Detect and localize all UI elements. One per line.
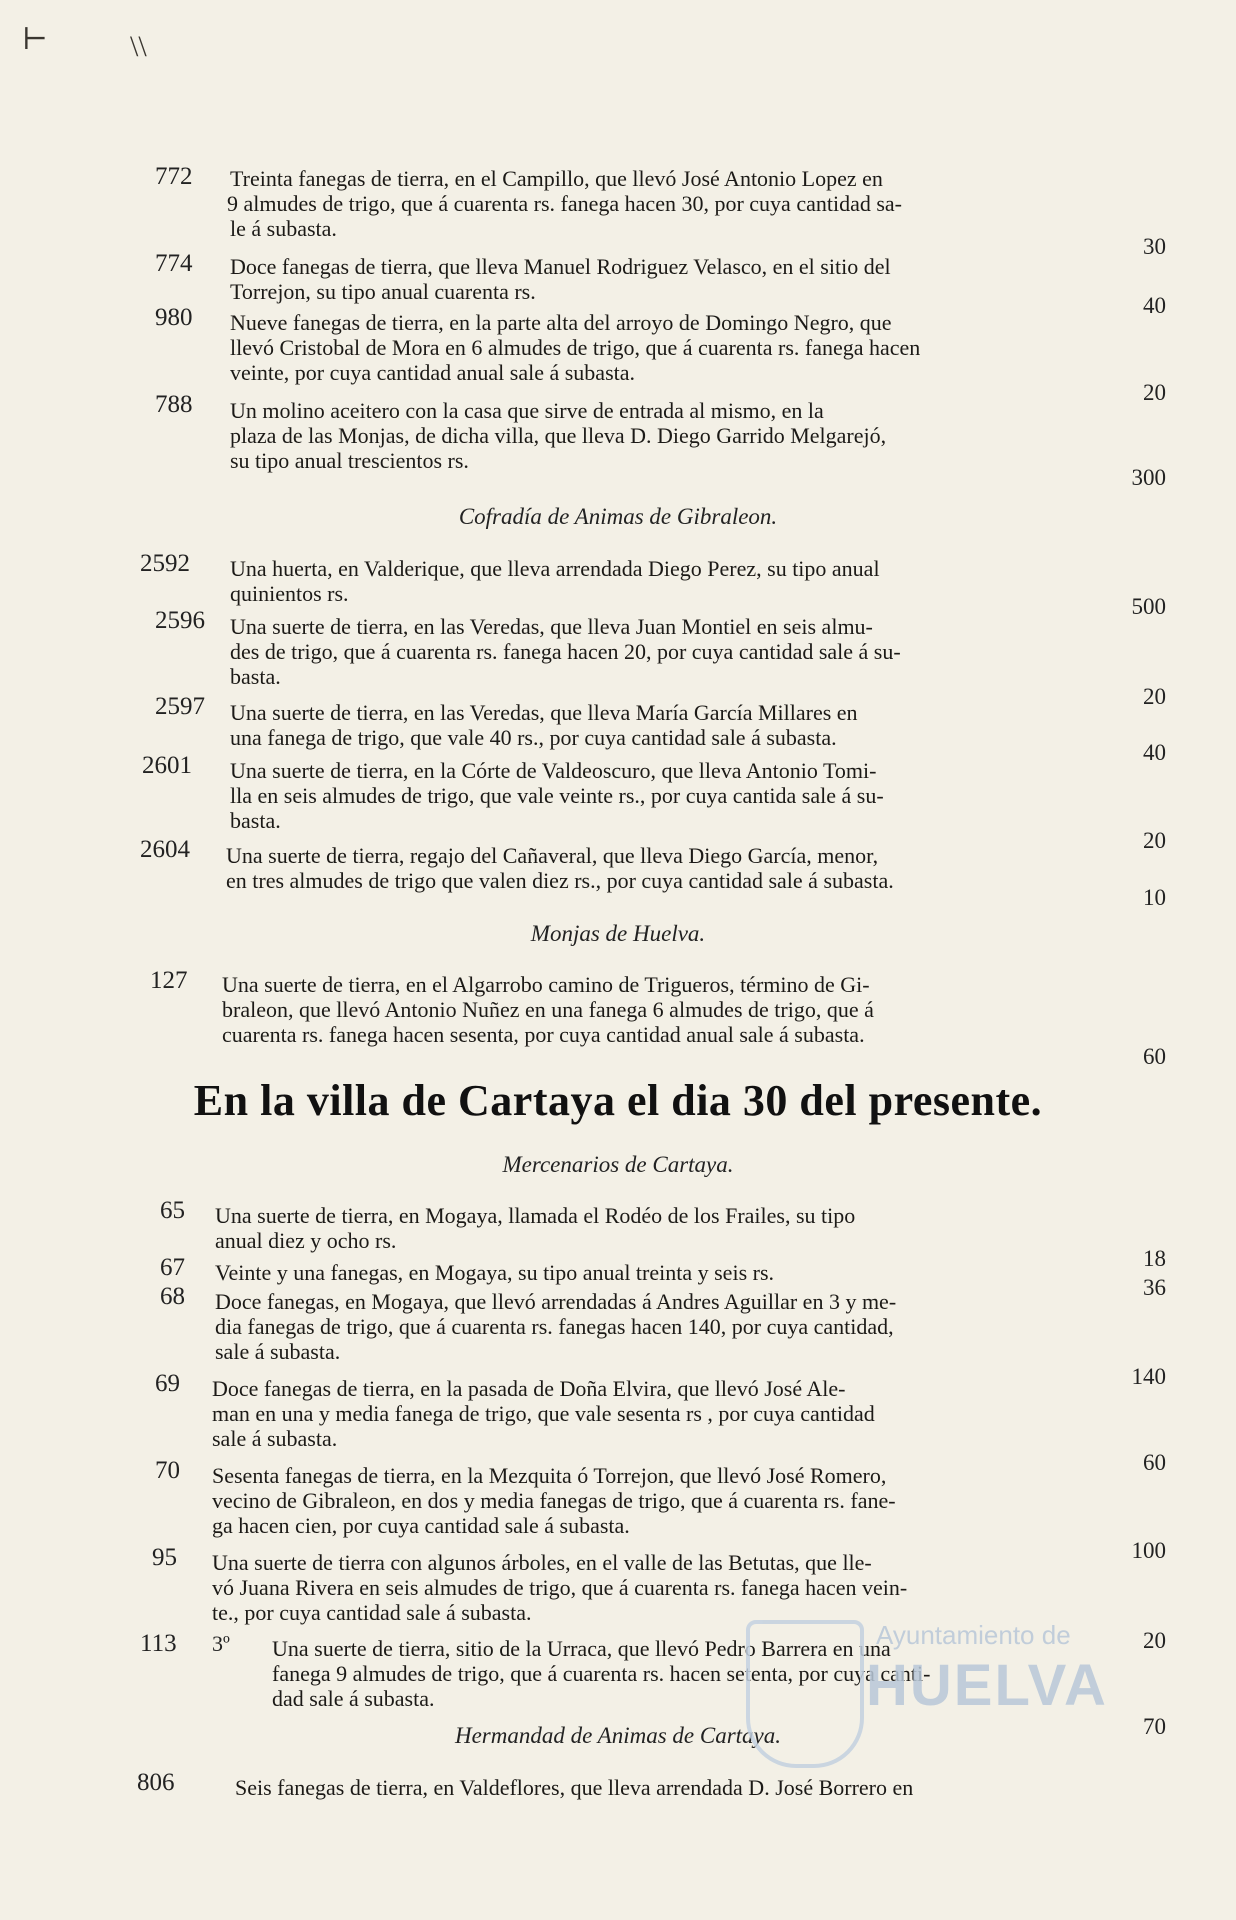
entry-line: quinientos rs. — [230, 581, 349, 606]
entry-line: Una huerta, en Valderique, que lleva arrendada Diego Perez, su tipo anual — [230, 556, 880, 581]
entry-text — [230, 254, 1080, 304]
entry-line: Torrejon, su tipo anual cuarenta rs. — [230, 279, 536, 304]
entry-line: Una suerte de tierra, en las Veredas, que lleva María García Millares en — [230, 700, 858, 725]
entry-line: dia fanegas de trigo, que á cuarenta rs. fanegas hacen 140, por cuya cantidad, — [215, 1314, 894, 1339]
entry-text — [215, 1203, 1080, 1253]
entry-amount: 30 — [1143, 234, 1166, 259]
entry-line: fanega 9 almudes de trigo, que á cuarenta rs. hacen setenta, por cuya canti- — [272, 1661, 931, 1686]
entry-line: 9 almudes de trigo, que á cuarenta rs. fanega hacen 30, por cuya cantidad sa- — [227, 191, 902, 216]
entry-text — [215, 1260, 1080, 1285]
entry-line: Una suerte de tierra, sitio de la Urraca, que llevó Pedro Barrera en una — [272, 1636, 891, 1661]
entry-amount: 20 — [1143, 380, 1166, 405]
entry-amount: 500 — [1131, 594, 1166, 619]
entry-line: te., por cuya cantidad sale á subasta. — [212, 1600, 532, 1625]
entry-number: 806 — [137, 1769, 175, 1796]
entry-number: 2597 — [155, 693, 205, 720]
entry-line: Una suerte de tierra, en Mogaya, llamada el Rodéo de los Frailes, su tipo — [215, 1203, 856, 1228]
entry-text — [230, 310, 1080, 385]
entry-line: lla en seis almudes de trigo, que vale veinte rs., por cuya cantida sale á su- — [230, 783, 884, 808]
entry-line: anual diez y ocho rs. — [215, 1228, 397, 1253]
entry-amount: 20 — [1143, 1628, 1166, 1653]
entry-line: cuarenta rs. fanega hacen sesenta, por cuya cantidad anual sale á subasta. — [222, 1022, 865, 1047]
entry-amount: 36 — [1143, 1275, 1166, 1300]
entry-line: Sesenta fanegas de tierra, en la Mezquita ó Torrejon, que llevó José Romero, — [212, 1463, 887, 1488]
entry-amount: 60 — [1143, 1044, 1166, 1069]
entry-text — [226, 843, 1080, 893]
entry-number: 67 — [160, 1254, 185, 1281]
entry-amount: 20 — [1143, 828, 1166, 853]
entry-line: sale á subasta. — [215, 1339, 341, 1364]
entry-number: 68 — [160, 1283, 185, 1310]
entry-text — [212, 1376, 1080, 1451]
section-title-cofradia-gibraleon: Cofradía de Animas de Gibraleon. — [458, 504, 778, 529]
entry-line: basta. — [230, 664, 281, 689]
entry-line: le á subasta. — [230, 216, 337, 241]
coat-of-arms-icon — [746, 1620, 864, 1768]
entry-text — [230, 758, 1080, 833]
entry-line: plaza de las Monjas, de dicha villa, que lleva D. Diego Garrido Melgarejó, — [230, 423, 887, 448]
entry-text — [230, 556, 1080, 606]
entry-number: 2604 — [140, 836, 190, 863]
entry-line: Veinte y una fanegas, en Mogaya, su tipo anual treinta y seis rs. — [215, 1260, 775, 1285]
headline-cartaya: En la villa de Cartaya el dia 30 del presente. — [193, 1076, 1043, 1125]
entry-line: Nueve fanegas de tierra, en la parte alta del arroyo de Domingo Negro, que — [230, 310, 892, 335]
entry-line: vó Juana Rivera en seis almudes de trigo, que á cuarenta rs. fanega hacen vein- — [212, 1575, 908, 1600]
entry-amount: 18 — [1143, 1246, 1166, 1271]
watermark-line2: HUELVA — [866, 1653, 1108, 1718]
watermark-line1: Ayuntamiento de — [876, 1620, 1071, 1650]
entry-line: Una suerte de tierra, en el Algarrobo camino de Trigueros, término de Gi- — [222, 972, 870, 997]
entry-amount: 140 — [1131, 1364, 1166, 1389]
entry-line: vecino de Gibraleon, en dos y media fanegas de trigo, que á cuarenta rs. fane- — [212, 1488, 896, 1513]
entry-line: Una suerte de tierra, en las Veredas, que lleva Juan Montiel en seis almu- — [230, 614, 873, 639]
entry-line: Doce fanegas de tierra, en la pasada de Doña Elvira, que llevó José Ale- — [212, 1376, 846, 1401]
entry-number: 2592 — [140, 550, 190, 577]
entry-amount: 10 — [1143, 885, 1166, 910]
entry-number: 980 — [155, 304, 193, 331]
entry-number: 772 — [155, 163, 193, 190]
corner-mark-right: \\ — [130, 30, 147, 63]
entry-amount: 40 — [1143, 293, 1166, 318]
entry-amount: 100 — [1131, 1538, 1166, 1563]
entry-line: Una suerte de tierra, regajo del Cañaveral, que lleva Diego García, menor, — [226, 843, 879, 868]
entry-number: 65 — [160, 1197, 185, 1224]
section-title-monjas-huelva: Monjas de Huelva. — [530, 921, 706, 946]
entry-text — [230, 398, 1080, 473]
entry-amount: 60 — [1143, 1450, 1166, 1475]
entry-number: 113 — [140, 1630, 177, 1657]
entry-number: 70 — [155, 1457, 180, 1484]
entry-amount: 70 — [1143, 1714, 1166, 1739]
entry-line: Seis fanegas de tierra, en Valdeflores, que lleva arrendada D. José Borrero en — [235, 1775, 914, 1800]
entry-line: des de trigo, que á cuarenta rs. fanega hacen 20, por cuya cantidad sale á su- — [230, 639, 901, 664]
entry-number: 774 — [155, 250, 193, 277]
entry-line: Una suerte de tierra, en la Córte de Valdeoscuro, que lleva Antonio Tomi- — [230, 758, 877, 783]
entry-line: veinte, por cuya cantidad anual sale á subasta. — [230, 360, 636, 385]
entry-line: ga hacen cien, por cuya cantidad sale á subasta. — [212, 1513, 630, 1538]
entry-text — [215, 1289, 1080, 1364]
entry-line: dad sale á subasta. — [272, 1686, 435, 1711]
entry-text — [222, 972, 1080, 1047]
entry-line: Una suerte de tierra con algunos árboles, en el valle de las Betutas, que lle- — [212, 1550, 872, 1575]
entry-number: 2601 — [142, 752, 192, 779]
entry-number: 127 — [150, 967, 188, 994]
entry-amount: 20 — [1143, 684, 1166, 709]
entry-number: 2596 — [155, 607, 205, 634]
entry-text — [230, 614, 1080, 689]
entry-amount: 300 — [1131, 465, 1166, 490]
entry-text — [230, 700, 1080, 750]
section-title-mercenarios-cartaya: Mercenarios de Cartaya. — [502, 1152, 734, 1177]
entry-amount: 40 — [1143, 740, 1166, 765]
entry-line: man en una y media fanega de trigo, que vale sesenta rs , por cuya cantidad — [212, 1401, 875, 1426]
entry-line: Un molino aceitero con la casa que sirve de entrada al mismo, en la — [230, 398, 824, 423]
entry-text — [227, 166, 1080, 241]
entry-line: Treinta fanegas de tierra, en el Campillo, que llevó José Antonio Lopez en — [230, 166, 883, 191]
section-title-hermandad-cartaya: Hermandad de Animas de Cartaya. — [454, 1723, 782, 1748]
entry-line: braleon, que llevó Antonio Nuñez en una fanega 6 almudes de trigo, que á — [222, 997, 874, 1022]
entry-line: basta. — [230, 808, 281, 833]
corner-mark-left: ⊢ — [22, 23, 48, 56]
entry-prefix: 3º — [212, 1631, 230, 1656]
entry-line: su tipo anual trescientos rs. — [230, 448, 469, 473]
entry-line: llevó Cristobal de Mora en 6 almudes de trigo, que á cuarenta rs. fanega hacen — [230, 335, 921, 360]
entry-number: 95 — [152, 1544, 177, 1571]
entry-number: 788 — [155, 391, 193, 418]
entry-line: en tres almudes de trigo que valen diez rs., por cuya cantidad sale á subasta. — [226, 868, 894, 893]
entry-text — [212, 1463, 1080, 1538]
entry-line: sale á subasta. — [212, 1426, 338, 1451]
ayuntamiento-watermark — [746, 1600, 1166, 1800]
entry-line: una fanega de trigo, que vale 40 rs., por cuya cantidad sale á subasta. — [230, 725, 837, 750]
entry-line: Doce fanegas de tierra, que lleva Manuel Rodriguez Velasco, en el sitio del — [230, 254, 891, 279]
entry-number: 69 — [155, 1370, 180, 1397]
entry-line: Doce fanegas, en Mogaya, que llevó arrendadas á Andres Aguillar en 3 y me- — [215, 1289, 897, 1314]
